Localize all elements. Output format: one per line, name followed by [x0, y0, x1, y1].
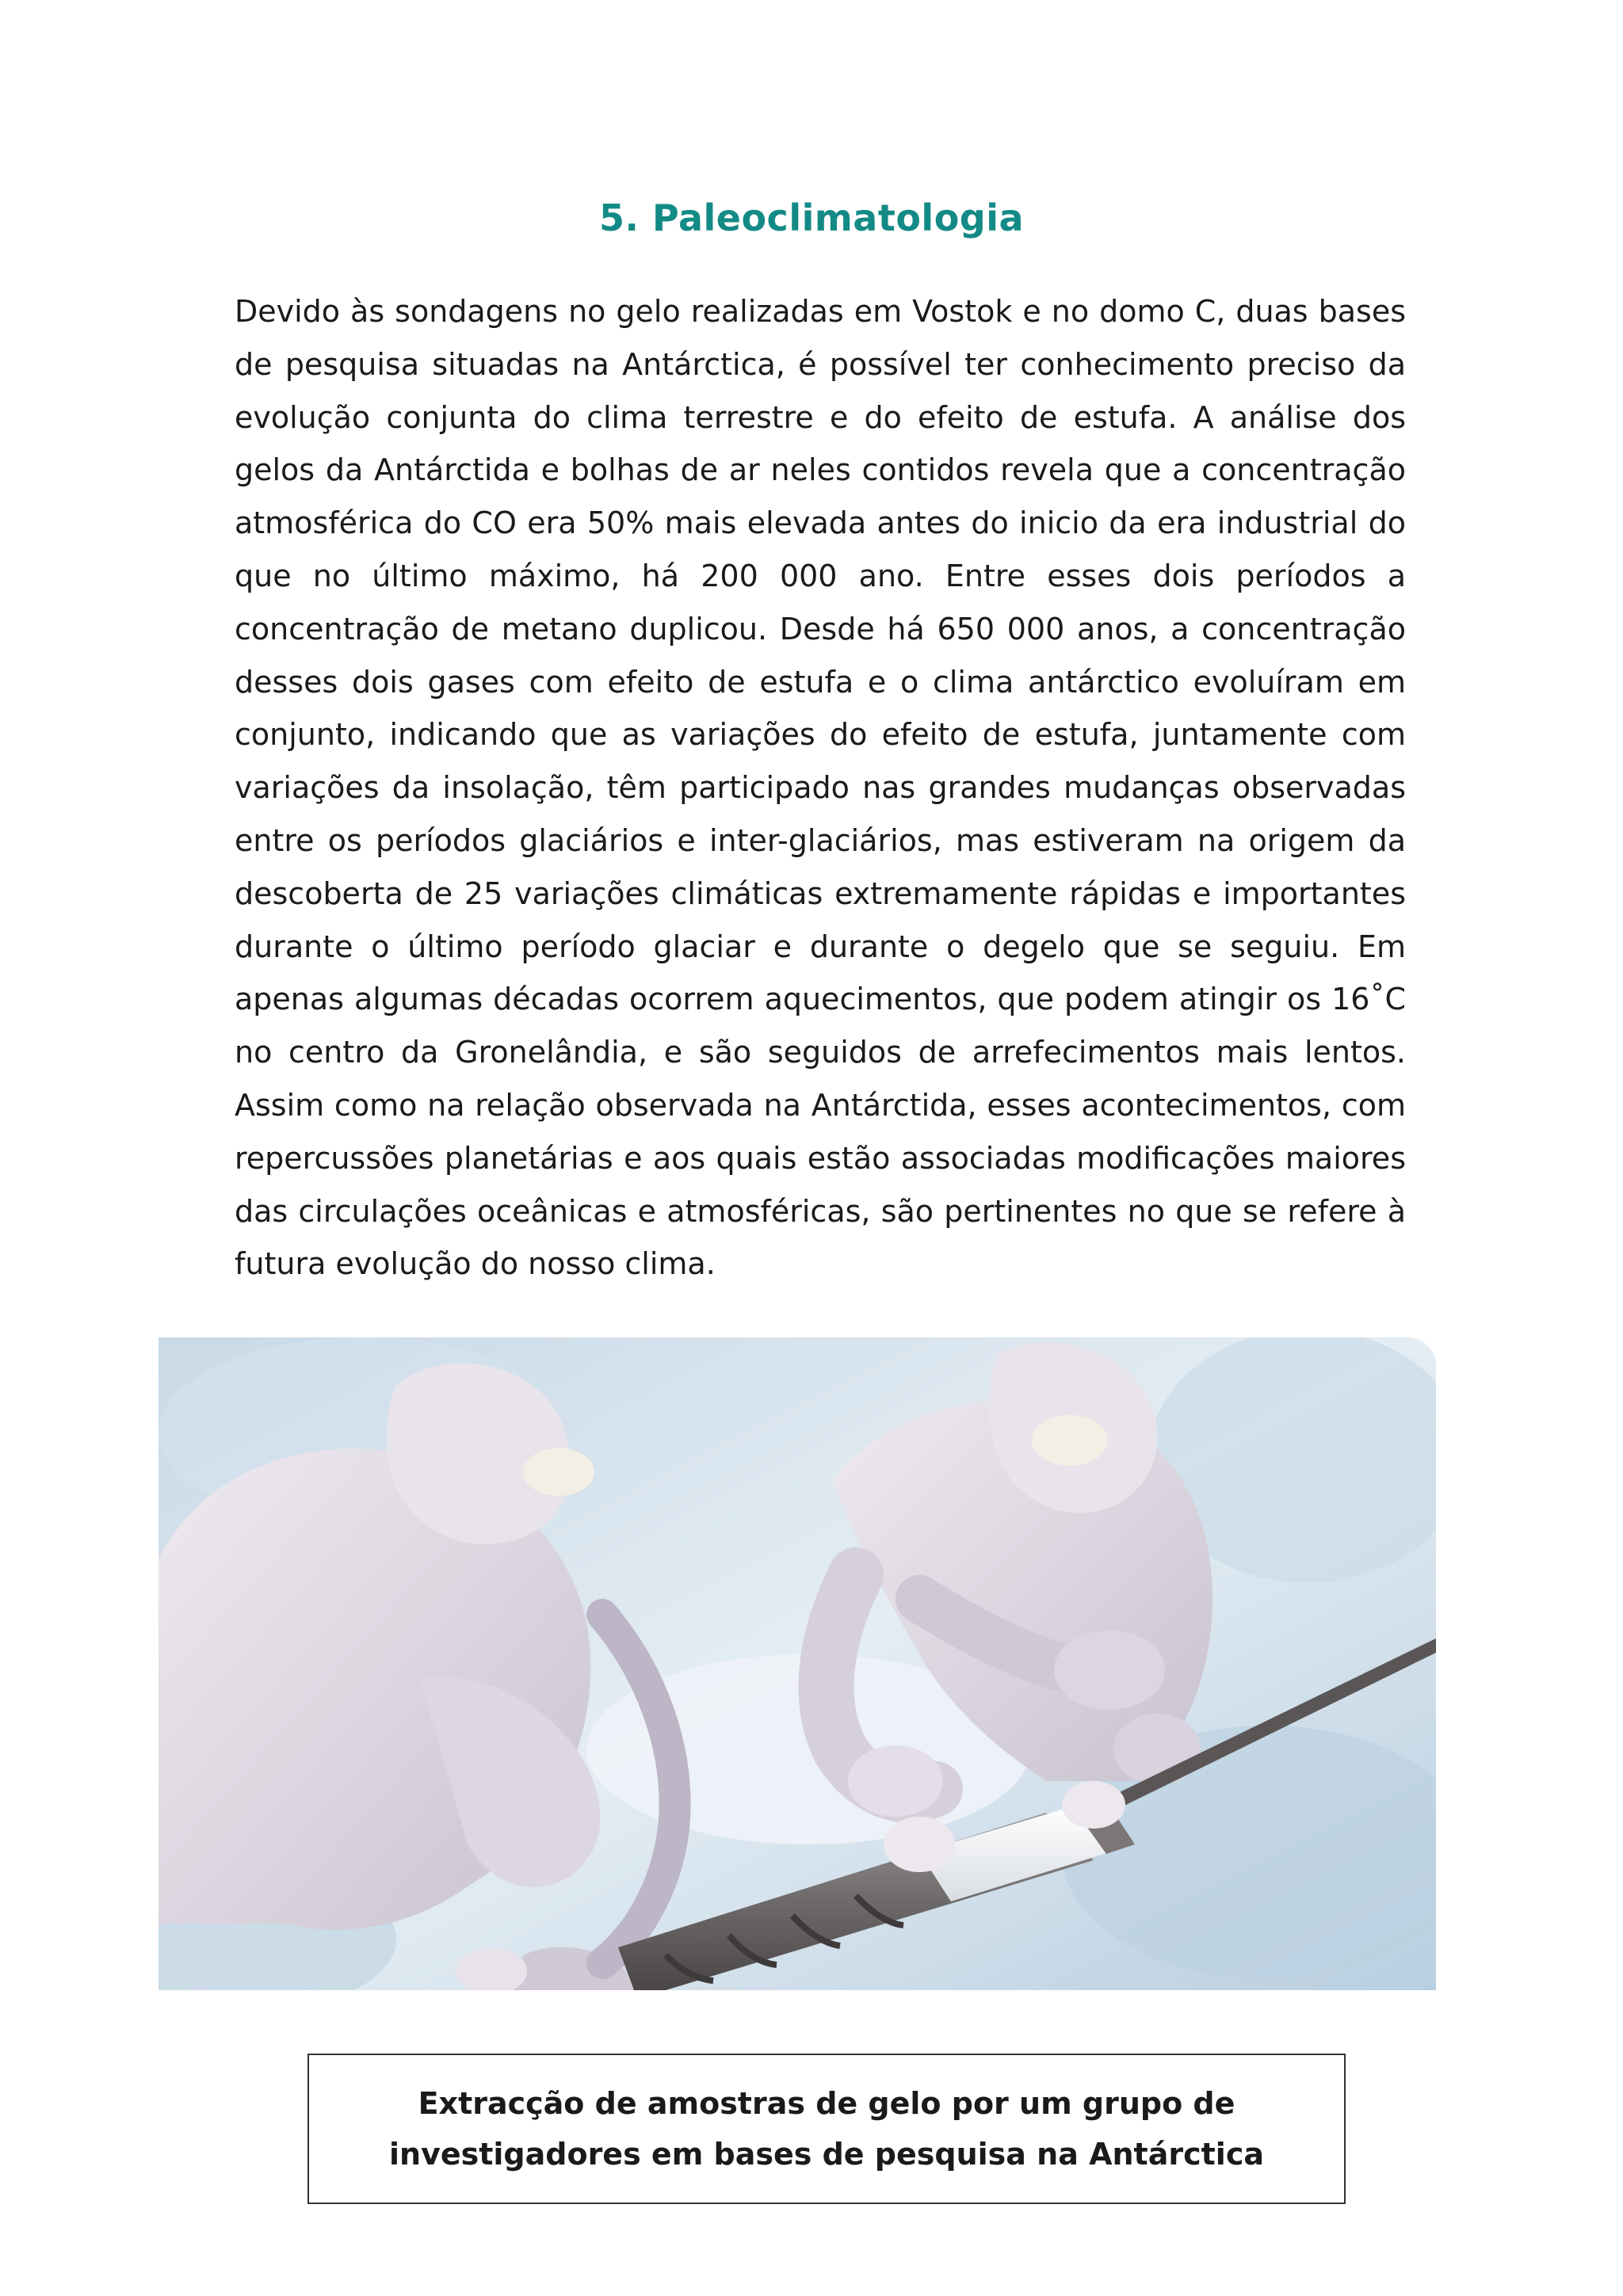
body-paragraph: Devido às sondagens no gelo realizadas em Vostok e no domo C, duas bases de pesquisa situadas na Antárctica, é possível ter conhecimento preciso da evolução conjunta do clima terrestre e do efeito de estufa. A análise dos gelos da Antárctida e bolhas de ar neles contidos revela que a concentração atmosférica do CO era 50% mais elevada antes do inicio da era industrial do que no último máximo, há 200 000 ano. Entre esses dois períodos a concentração de metano duplicou. Desde há 650 000 anos, a concentração desses dois gases com efeito de estufa e o clima antárctico evoluíram em conjunto, indicando que as variações do efeito de estufa, juntamente com variações da insolação, têm participado nas grandes mudanças observadas entre os períodos glaciários e inter-glaciários, mas estiveram na origem da descoberta de 25 variações climáticas extremamente rápidas e importantes durante o último período glaciar e durante o degelo que se seguiu. Em apenas algumas décadas ocorrem aquecimentos, que podem atingir os 16˚C no centro da Gronelândia, e são seguidos de arrefecimentos mais lentos. Assim como na relação observada na Antárctida, esses acontecimentos, com repercussões planetárias e aos quais estão associadas modificações maiores das circulações oceânicas e atmosféricas, são pertinentes no que se refere à futura evolução do nosso clima.: [235, 294, 1406, 1282]
caption-box: [307, 2054, 1346, 2204]
page-title: 5. Paleoclimatologia: [598, 196, 1025, 239]
photo-caption: Extracção de amostras de gelo por um grupo de investigadores em bases de pesquisa na Antárctica: [388, 2086, 1264, 2172]
ice-core-photo: [158, 1337, 1436, 1990]
